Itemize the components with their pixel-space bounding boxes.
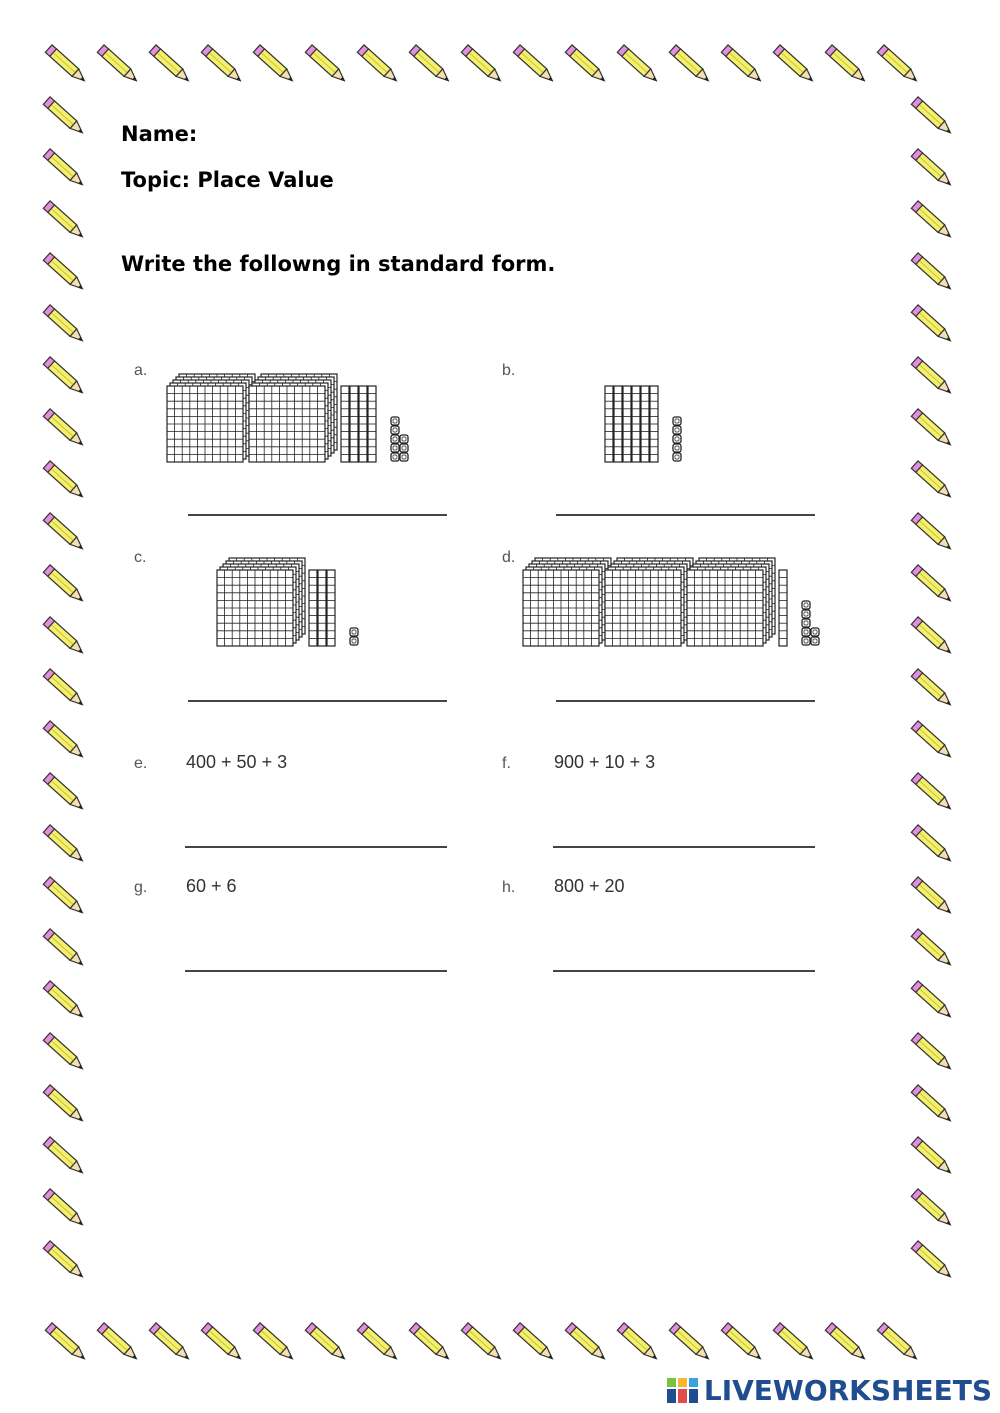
pencil-icon: [669, 45, 711, 85]
hundred-block: [167, 374, 255, 462]
pencil-icon: [97, 1323, 139, 1363]
question-b-label: b.: [502, 362, 516, 379]
pencil-icon: [565, 1323, 607, 1363]
pencil-icon: [877, 1323, 919, 1363]
hundred-block: [687, 558, 775, 646]
pencil-icon: [97, 45, 139, 85]
question-h-label: h.: [502, 879, 516, 896]
pencil-icon: [43, 201, 85, 241]
answer-line-f[interactable]: [553, 846, 815, 848]
pencil-icon: [911, 97, 953, 137]
one-cube: [673, 426, 681, 434]
hundred-block: [217, 558, 305, 646]
pencil-icon: [773, 1323, 815, 1363]
pencil-icon: [45, 45, 87, 85]
pencil-icon: [43, 461, 85, 501]
ten-rod: [318, 570, 326, 646]
pencil-icon: [911, 1137, 953, 1177]
topic-label: Topic: Place Value: [121, 168, 334, 192]
pencil-icon: [43, 565, 85, 605]
question-f-expression: 900 + 10 + 3: [554, 752, 656, 772]
pencil-icon: [911, 1033, 953, 1073]
pencil-icon: [43, 1189, 85, 1229]
question-g-label: g.: [134, 879, 148, 896]
ten-rod: [641, 386, 649, 462]
answer-line-c[interactable]: [188, 700, 447, 702]
pencil-icon: [825, 1323, 867, 1363]
one-cube: [350, 637, 358, 645]
pencil-icon: [721, 45, 763, 85]
pencil-icon: [43, 1241, 85, 1281]
ten-rod: [605, 386, 613, 462]
answer-line-b[interactable]: [556, 514, 815, 516]
ten-rod: [623, 386, 631, 462]
pencil-icon: [617, 1323, 659, 1363]
question-c-blocks: [215, 550, 415, 650]
pencil-icon: [911, 721, 953, 761]
pencil-icon: [43, 825, 85, 865]
pencil-icon: [43, 305, 85, 345]
pencil-icon: [721, 1323, 763, 1363]
one-cube: [802, 619, 810, 627]
pencil-icon: [201, 45, 243, 85]
pencil-icon: [825, 45, 867, 85]
hundred-block: [249, 374, 337, 462]
pencil-icon: [911, 149, 953, 189]
one-cube: [673, 453, 681, 461]
pencil-icon: [911, 773, 953, 813]
one-cube: [391, 444, 399, 452]
pencil-icon: [877, 45, 919, 85]
hundred-block: [523, 558, 611, 646]
pencil-icon: [617, 45, 659, 85]
question-d-blocks: [521, 550, 866, 650]
ten-rod: [359, 386, 367, 462]
one-cube: [802, 601, 810, 609]
pencil-icon: [43, 981, 85, 1021]
pencil-icon: [911, 877, 953, 917]
pencil-icon: [911, 253, 953, 293]
pencil-icon: [43, 149, 85, 189]
one-cube: [391, 453, 399, 461]
pencil-icon: [911, 1241, 953, 1281]
question-e-expression: 400 + 50 + 3: [186, 752, 288, 772]
pencil-icon: [305, 45, 347, 85]
ten-rod: [368, 386, 376, 462]
liveworksheets-logo: [666, 1374, 992, 1407]
pencil-icon: [911, 981, 953, 1021]
one-cube: [802, 628, 810, 636]
answer-line-d[interactable]: [556, 700, 815, 702]
pencil-icon: [43, 1137, 85, 1177]
name-label: Name:: [121, 122, 198, 146]
ten-rod: [632, 386, 640, 462]
question-h-expression: 800 + 20: [554, 876, 625, 896]
one-cube: [350, 628, 358, 636]
one-cube: [673, 444, 681, 452]
answer-line-h[interactable]: [553, 970, 815, 972]
pencil-icon: [911, 1189, 953, 1229]
pencil-icon: [513, 45, 555, 85]
pencil-icon: [669, 1323, 711, 1363]
pencil-icon: [911, 305, 953, 345]
question-e-label: e.: [134, 755, 148, 772]
pencil-icon: [201, 1323, 243, 1363]
pencil-icon: [565, 45, 607, 85]
answer-line-e[interactable]: [185, 846, 447, 848]
pencil-icon: [43, 513, 85, 553]
pencil-icon: [305, 1323, 347, 1363]
pencil-icon: [253, 1323, 295, 1363]
ten-rod: [327, 570, 335, 646]
ten-rod: [779, 570, 787, 646]
pencil-icon: [149, 1323, 191, 1363]
pencil-icon: [911, 513, 953, 553]
pencil-icon: [409, 45, 451, 85]
pencil-icon: [911, 617, 953, 657]
one-cube: [391, 426, 399, 434]
ten-rod: [350, 386, 358, 462]
one-cube: [391, 435, 399, 443]
question-d-label: d.: [502, 549, 516, 566]
ten-rod: [341, 386, 349, 462]
one-cube: [400, 444, 408, 452]
pencil-icon: [43, 721, 85, 761]
one-cube: [673, 417, 681, 425]
pencil-icon: [43, 1085, 85, 1125]
pencil-icon: [911, 565, 953, 605]
pencil-icon: [43, 409, 85, 449]
question-b-blocks: [603, 384, 763, 466]
pencil-icon: [43, 929, 85, 969]
pencil-icon: [357, 1323, 399, 1363]
one-cube: [811, 628, 819, 636]
pencil-icon: [357, 45, 399, 85]
one-cube: [802, 610, 810, 618]
brand-text: LIVEWORKSHEETS: [703, 1374, 992, 1407]
question-a-blocks: [165, 366, 455, 466]
pencil-icon: [149, 45, 191, 85]
answer-line-g[interactable]: [185, 970, 447, 972]
pencil-icon: [461, 1323, 503, 1363]
answer-line-a[interactable]: [188, 514, 447, 516]
one-cube: [400, 453, 408, 461]
pencil-icon: [43, 253, 85, 293]
pencil-icon: [43, 877, 85, 917]
one-cube: [811, 637, 819, 645]
pencil-icon: [43, 669, 85, 709]
one-cube: [391, 417, 399, 425]
pencil-icon: [43, 617, 85, 657]
pencil-icon: [43, 97, 85, 137]
instruction: Write the followng in standard form.: [121, 252, 556, 276]
pencil-icon: [461, 45, 503, 85]
one-cube: [802, 637, 810, 645]
pencil-icon: [911, 409, 953, 449]
hundred-block: [605, 558, 693, 646]
liveworksheets-icon: [666, 1376, 700, 1406]
ten-rod: [614, 386, 622, 462]
pencil-icon: [911, 357, 953, 397]
pencil-icon: [43, 773, 85, 813]
question-g-expression: 60 + 6: [186, 876, 237, 896]
pencil-icon: [513, 1323, 555, 1363]
one-cube: [673, 435, 681, 443]
ten-rod: [650, 386, 658, 462]
question-a-label: a.: [134, 362, 148, 379]
question-f-label: f.: [502, 755, 511, 772]
pencil-icon: [45, 1323, 87, 1363]
pencil-icon: [911, 825, 953, 865]
pencil-icon: [911, 929, 953, 969]
pencil-icon: [409, 1323, 451, 1363]
pencil-icon: [773, 45, 815, 85]
pencil-icon: [43, 357, 85, 397]
ten-rod: [309, 570, 317, 646]
pencil-icon: [911, 201, 953, 241]
pencil-icon: [253, 45, 295, 85]
one-cube: [400, 435, 408, 443]
pencil-icon: [911, 669, 953, 709]
pencil-icon: [911, 461, 953, 501]
pencil-icon: [43, 1033, 85, 1073]
pencil-icon: [911, 1085, 953, 1125]
question-c-label: c.: [134, 549, 147, 566]
